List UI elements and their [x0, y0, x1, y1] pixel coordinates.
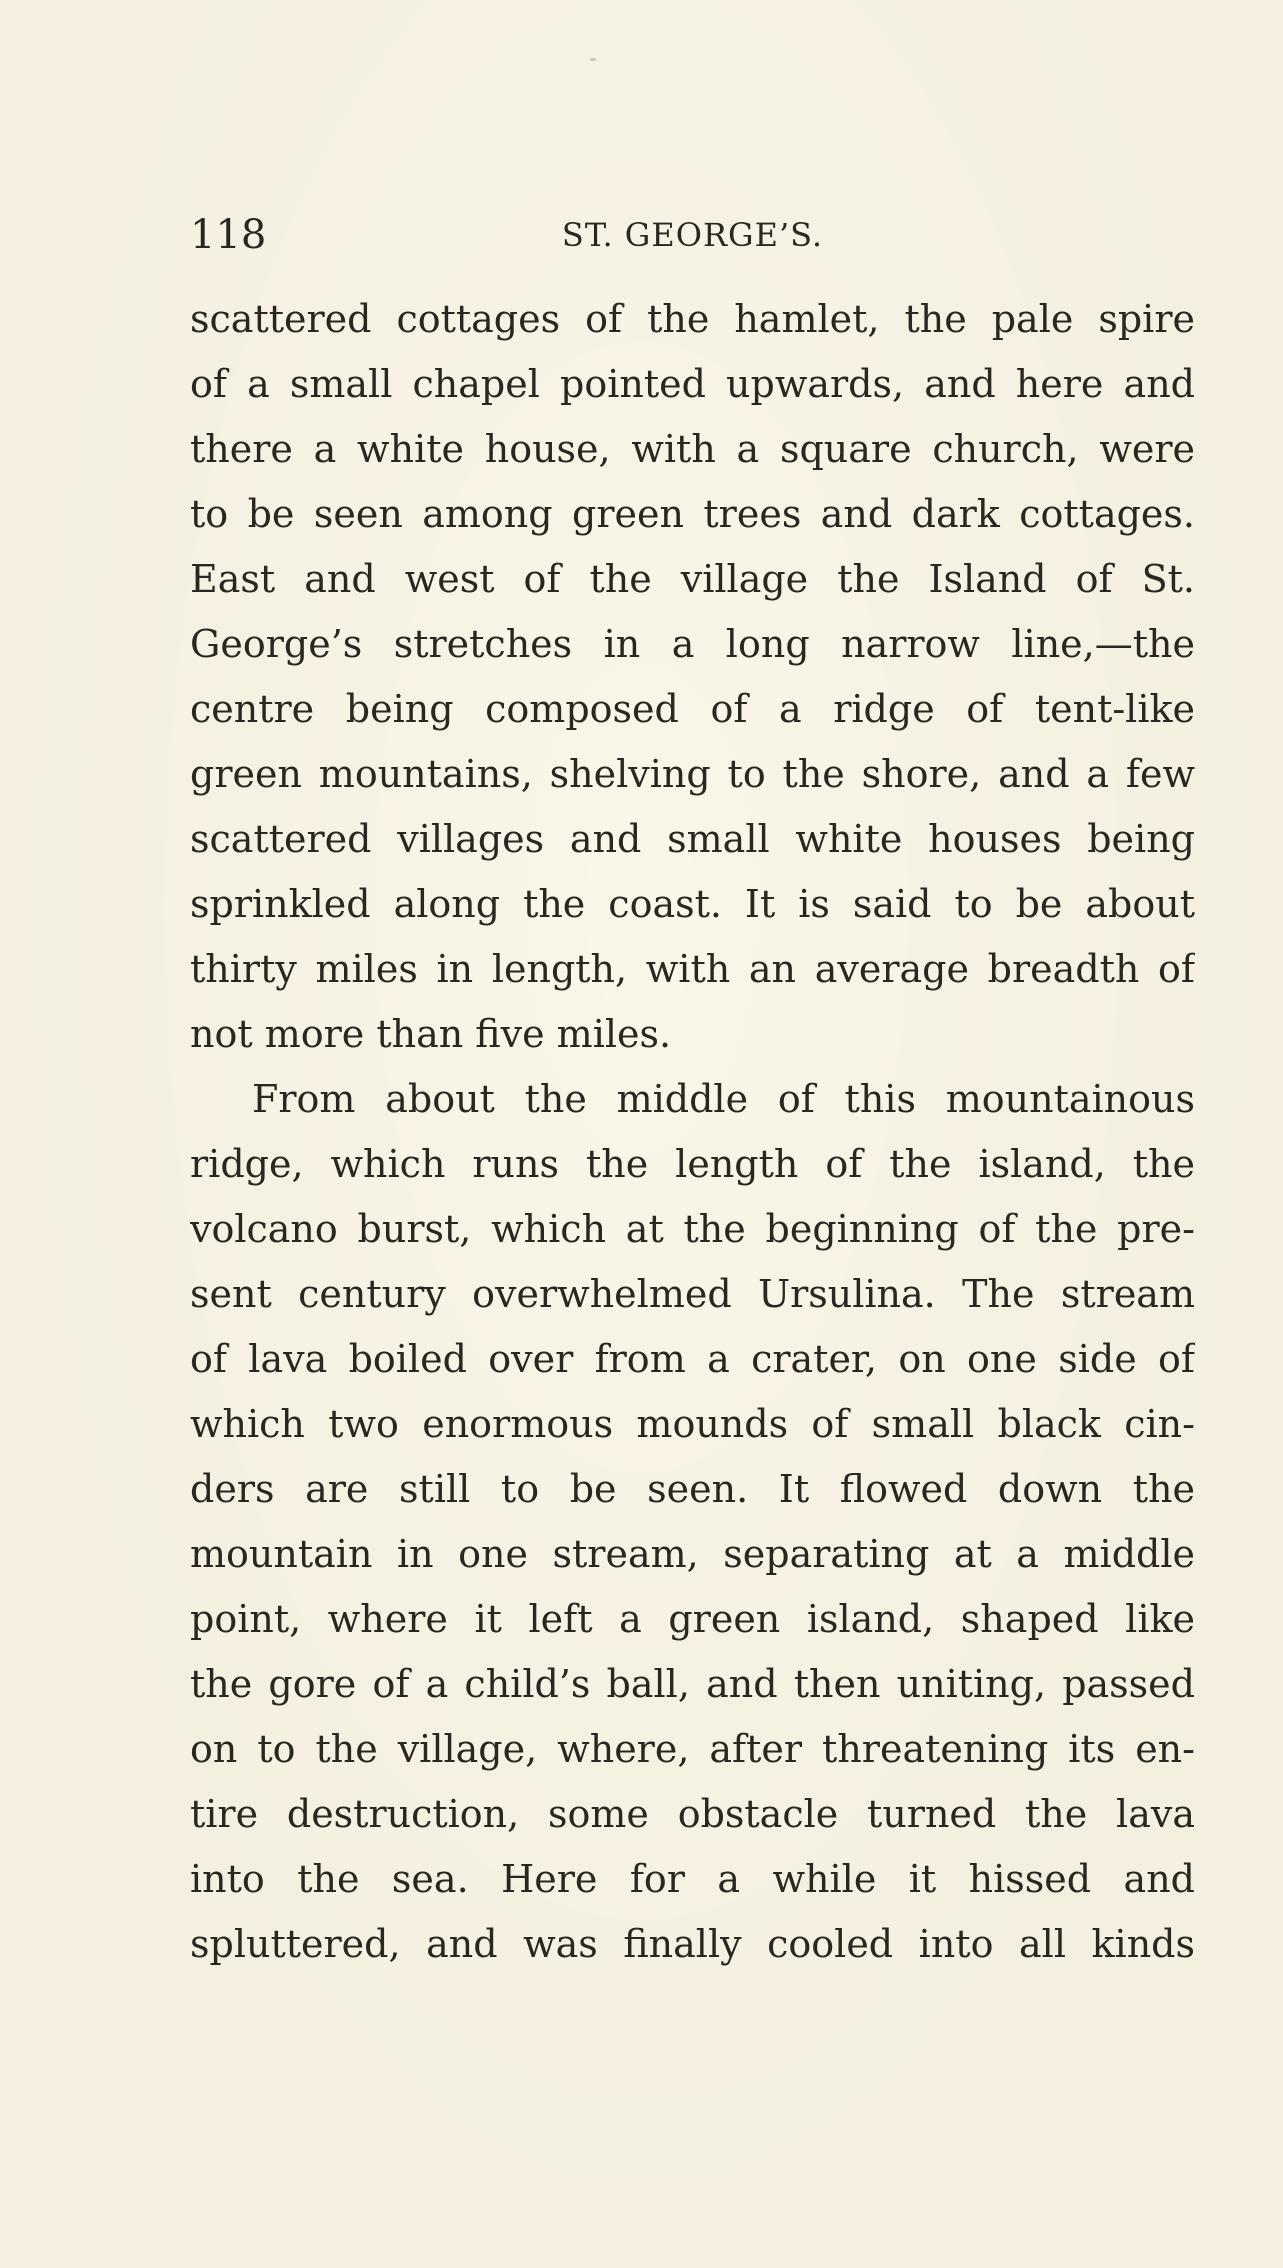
- paper-speck: [590, 58, 596, 61]
- paragraph-1: [190, 287, 1195, 1067]
- text-line: East and west of the village the Island of St.: [190, 557, 1195, 601]
- text-line: scattered villages and small white houses being: [190, 817, 1195, 861]
- running-head: ST. GEORGE’S.: [561, 216, 824, 254]
- text-line: tire destruction, some obstacle turned the lava: [190, 1792, 1195, 1836]
- page-header: [190, 205, 1195, 265]
- text-line: ders are still to be seen. It flowed down the: [190, 1467, 1195, 1511]
- text-line: the gore of a child’s ball, and then uniting, passed: [190, 1662, 1195, 1706]
- text-line: point, where it left a green island, shaped like: [190, 1597, 1195, 1641]
- text-line: there a white house, with a square church, were: [190, 427, 1195, 471]
- text-line: on to the village, where, after threatening its en-: [190, 1727, 1195, 1771]
- text-line: which two enormous mounds of small black cin-: [190, 1402, 1195, 1446]
- text-line: centre being composed of a ridge of tent-like: [190, 687, 1195, 731]
- text-line: ridge, which runs the length of the island, the: [190, 1142, 1195, 1186]
- text-line: to be seen among green trees and dark cottages.: [190, 492, 1195, 536]
- text-line: of a small chapel pointed upwards, and here and: [190, 362, 1195, 406]
- page-number: 118: [190, 212, 267, 258]
- paragraph-2: [190, 1067, 1195, 1977]
- text-line: not more than five miles.: [190, 1012, 672, 1056]
- text-line: From about the middle of this mountainous: [252, 1077, 1195, 1121]
- text-line: spluttered, and was finally cooled into all kinds: [190, 1922, 1195, 1966]
- text-line: mountain in one stream, separating at a middle: [190, 1532, 1195, 1576]
- text-line: of lava boiled over from a crater, on one side of: [190, 1337, 1195, 1381]
- text-line: thirty miles in length, with an average breadth of: [190, 947, 1195, 991]
- text-line: sprinkled along the coast. It is said to be about: [190, 882, 1195, 926]
- text-line: sent century overwhelmed Ursulina. The stream: [190, 1272, 1195, 1316]
- text-line: George’s stretches in a long narrow line,—the: [190, 622, 1195, 666]
- text-line: green mountains, shelving to the shore, and a few: [190, 752, 1195, 796]
- body-text: [190, 287, 1195, 1977]
- text-line: into the sea. Here for a while it hissed and: [190, 1857, 1195, 1901]
- text-line: scattered cottages of the hamlet, the pale spire: [190, 297, 1195, 341]
- text-line: volcano burst, which at the beginning of the pre-: [190, 1207, 1195, 1251]
